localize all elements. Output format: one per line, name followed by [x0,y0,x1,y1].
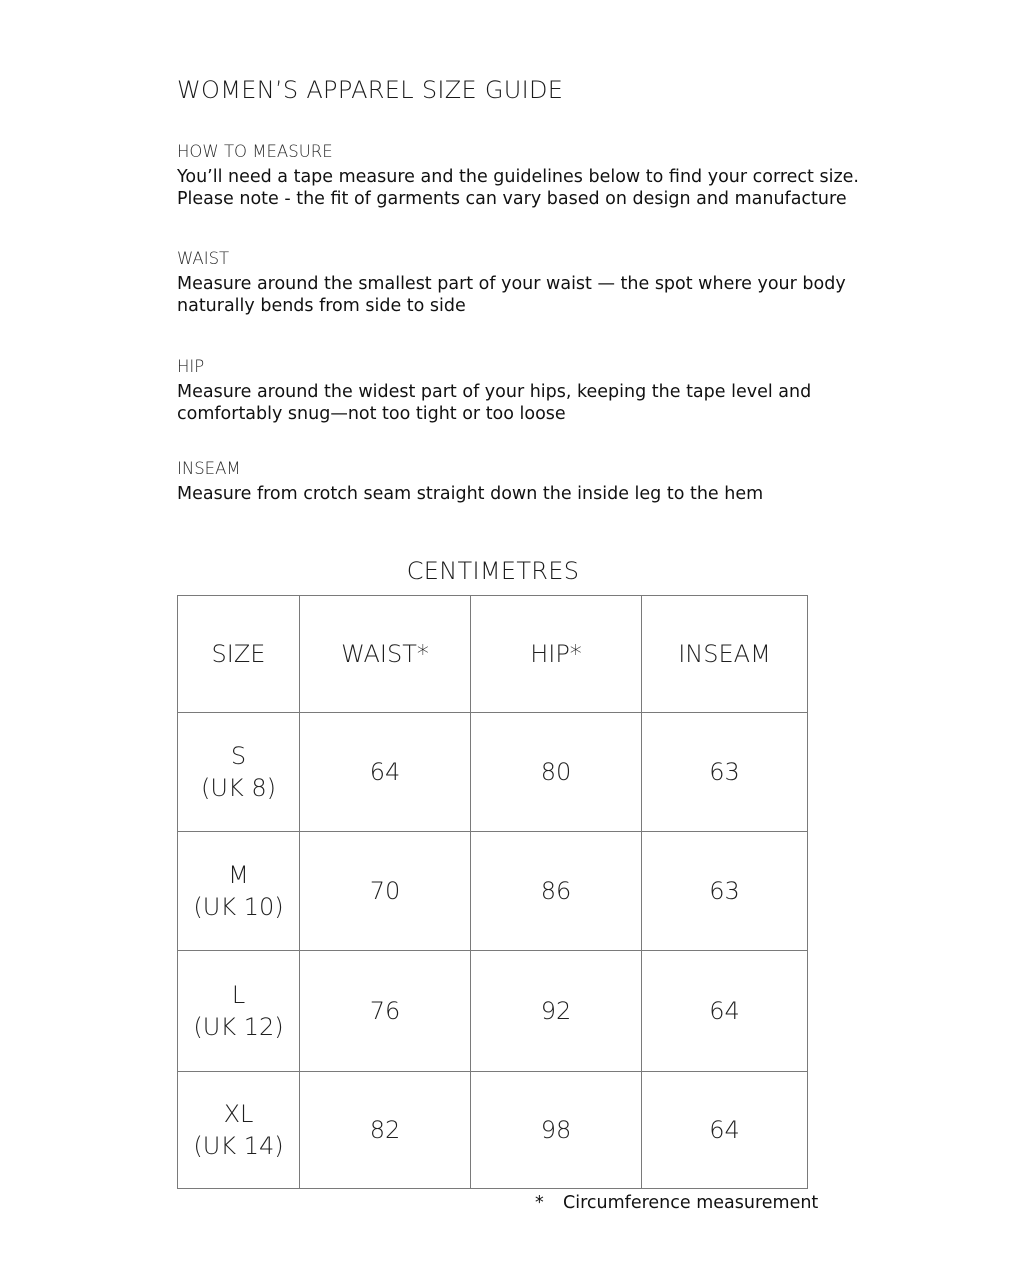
footnote-marker: * [535,1193,544,1213]
size-uk: (UK 12) [193,1013,284,1041]
waist-value: 76 [300,951,471,1072]
size-letter: S [230,742,247,770]
table-row [178,832,808,951]
inseam-value: 64 [642,951,808,1072]
hip-line: Measure around the widest part of your hips, keeping the tape level and [177,382,812,402]
how-to-measure-line: Please note - the fit of garments can vary based on design and manufacture [177,189,847,209]
inseam-text [177,483,857,505]
waist-text [177,273,857,317]
waist-line: naturally bends from side to side [177,296,466,316]
inseam-value: 63 [642,832,808,951]
hip-value: 80 [471,713,642,832]
size-table [177,595,808,1189]
size-letter: XL [223,1100,254,1128]
footnote [535,1193,818,1213]
size-uk: (UK 14) [193,1132,284,1160]
size-letter: L [231,981,246,1009]
size-cell [178,832,300,951]
inseam-value: 64 [642,1072,808,1189]
table-title: CENTIMETRES [406,557,580,585]
size-cell [178,713,300,832]
waist-value: 64 [300,713,471,832]
inseam-value: 63 [642,713,808,832]
table-row [178,951,808,1072]
header-size: SIZE [178,596,300,713]
size-uk: (UK 8) [201,774,276,802]
how-to-measure-line: You’ll need a tape measure and the guidelines below to find your correct size. [177,167,859,187]
header-inseam: INSEAM [642,596,808,713]
size-letter: M [228,861,249,889]
table-header-row [178,596,808,713]
footnote-text: Circumference measurement [563,1193,819,1213]
hip-heading: HIP [177,357,205,376]
hip-value: 86 [471,832,642,951]
table-row [178,1072,808,1189]
hip-value: 92 [471,951,642,1072]
how-to-measure-text [177,166,857,210]
waist-heading: WAIST [177,249,230,268]
hip-text [177,381,857,425]
waist-line: Measure around the smallest part of your waist — the spot where your body [177,274,846,294]
header-waist: WAIST* [300,596,471,713]
hip-line: comfortably snug—not too tight or too loose [177,404,566,424]
header-hip: HIP* [471,596,642,713]
size-cell [178,1072,300,1189]
waist-value: 70 [300,832,471,951]
inseam-heading: INSEAM [177,459,241,478]
size-cell [178,951,300,1072]
how-to-measure-heading: HOW TO MEASURE [177,142,333,161]
inseam-line: Measure from crotch seam straight down the inside leg to the hem [177,484,764,504]
size-uk: (UK 10) [193,893,284,921]
waist-value: 82 [300,1072,471,1189]
table-row [178,713,808,832]
hip-value: 98 [471,1072,642,1189]
page-title: WOMEN’S APPAREL SIZE GUIDE [177,76,564,104]
